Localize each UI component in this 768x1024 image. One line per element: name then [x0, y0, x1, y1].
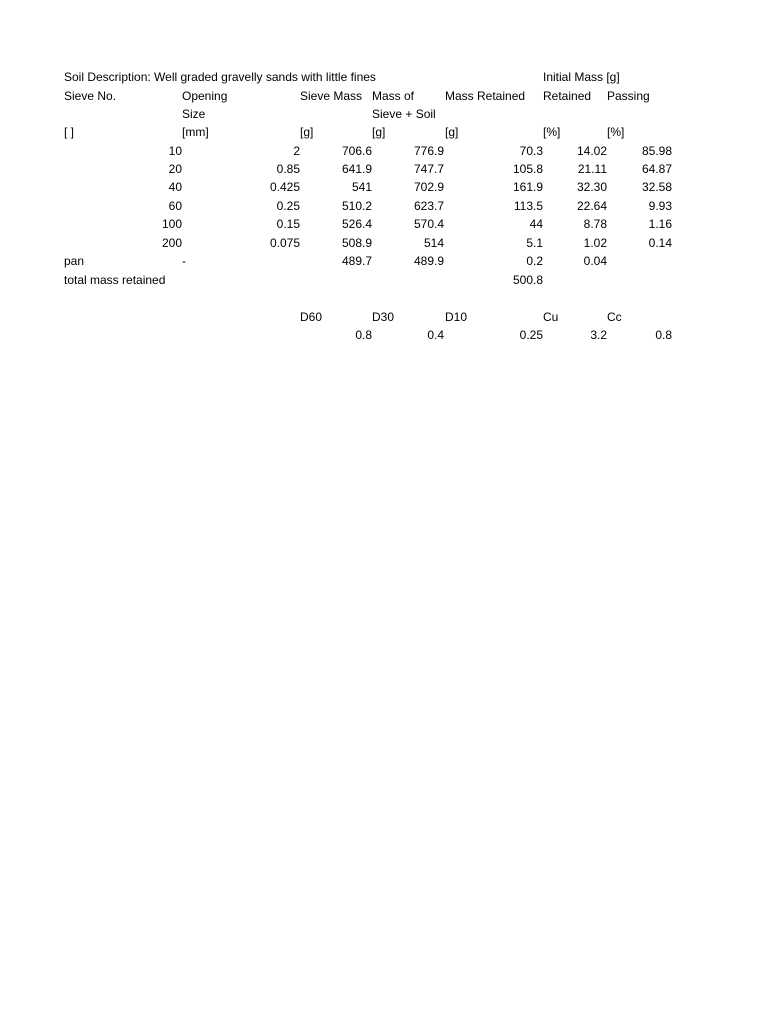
- unit-sieve-no[interactable]: [ ]: [64, 125, 75, 139]
- col-header-retained[interactable]: Retained: [543, 89, 592, 103]
- total-mass-retained-value[interactable]: 500.8: [512, 273, 543, 287]
- table-cell-opening[interactable]: 2: [293, 144, 300, 158]
- table-cell-sieve[interactable]: 20: [168, 162, 182, 176]
- table-cell-opening[interactable]: 0.15: [276, 217, 300, 231]
- pan-retained-g[interactable]: 0.2: [526, 254, 543, 268]
- table-cell-sieve[interactable]: 100: [161, 217, 182, 231]
- d10-value[interactable]: 0.25: [519, 328, 543, 342]
- table-cell-passing-pct[interactable]: 9.93: [648, 199, 672, 213]
- table-cell-retained-g[interactable]: 70.3: [519, 144, 543, 158]
- d60-value[interactable]: 0.8: [355, 328, 372, 342]
- initial-mass-label[interactable]: Initial Mass [g]: [543, 70, 620, 84]
- table-cell-passing-pct[interactable]: 85.98: [641, 144, 672, 158]
- total-mass-retained-label[interactable]: total mass retained: [64, 273, 166, 287]
- table-cell-sieve-mass[interactable]: 541: [351, 180, 372, 194]
- cc-value[interactable]: 0.8: [655, 328, 672, 342]
- table-cell-retained-pct[interactable]: 21.11: [577, 162, 607, 176]
- table-cell-retained-pct[interactable]: 8.78: [583, 217, 607, 231]
- col-header-sieve-soil[interactable]: Sieve + Soil: [372, 107, 436, 121]
- col-header-passing[interactable]: Passing: [607, 89, 650, 103]
- table-cell-opening[interactable]: 0.25: [276, 199, 300, 213]
- soil-description[interactable]: Soil Description: Well graded gravelly sands with little fines: [64, 70, 376, 84]
- table-cell-retained-pct[interactable]: 1.02: [583, 236, 607, 250]
- unit-retained[interactable]: [%]: [543, 125, 561, 139]
- table-cell-sieve-soil[interactable]: 776.9: [413, 144, 444, 158]
- pan-sieve-soil[interactable]: 489.9: [413, 254, 444, 268]
- table-cell-retained-g[interactable]: 105.8: [512, 162, 543, 176]
- table-cell-sieve[interactable]: 60: [168, 199, 182, 213]
- pan-label[interactable]: pan: [64, 254, 85, 268]
- cu-value[interactable]: 3.2: [590, 328, 607, 342]
- table-cell-retained-g[interactable]: 5.1: [526, 236, 543, 250]
- pan-retained-pct[interactable]: 0.04: [583, 254, 607, 268]
- table-cell-sieve-mass[interactable]: 508.9: [341, 236, 372, 250]
- table-cell-passing-pct[interactable]: 1.16: [648, 217, 672, 231]
- col-header-sieve-no[interactable]: Sieve No.: [64, 89, 117, 103]
- table-cell-sieve[interactable]: 10: [168, 144, 182, 158]
- table-cell-opening[interactable]: 0.425: [269, 180, 300, 194]
- table-cell-sieve-mass[interactable]: 526.4: [341, 217, 372, 231]
- table-cell-passing-pct[interactable]: 64.87: [641, 162, 672, 176]
- table-cell-passing-pct[interactable]: 0.14: [648, 236, 672, 250]
- table-cell-retained-g[interactable]: 113.5: [513, 199, 543, 213]
- col-header-mass-of[interactable]: Mass of: [372, 89, 415, 103]
- table-cell-retained-pct[interactable]: 14.02: [576, 144, 607, 158]
- col-header-sieve-mass[interactable]: Sieve Mass: [300, 89, 363, 103]
- d10-label[interactable]: D10: [445, 310, 468, 324]
- col-header-opening[interactable]: Opening: [182, 89, 228, 103]
- table-cell-retained-g[interactable]: 44: [529, 217, 543, 231]
- col-header-mass-retained[interactable]: Mass Retained: [445, 89, 526, 103]
- d60-label[interactable]: D60: [300, 310, 323, 324]
- table-cell-sieve-soil[interactable]: 623.7: [413, 199, 444, 213]
- table-cell-sieve[interactable]: 40: [168, 180, 182, 194]
- table-cell-sieve-mass[interactable]: 510.2: [341, 199, 372, 213]
- table-cell-sieve[interactable]: 200: [161, 236, 182, 250]
- table-cell-retained-pct[interactable]: 22.64: [576, 199, 607, 213]
- unit-passing[interactable]: [%]: [607, 125, 625, 139]
- table-cell-sieve-soil[interactable]: 514: [423, 236, 444, 250]
- d30-label[interactable]: D30: [372, 310, 395, 324]
- table-cell-opening[interactable]: 0.85: [276, 162, 300, 176]
- table-cell-passing-pct[interactable]: 32.58: [641, 180, 672, 194]
- unit-sieve-mass[interactable]: [g]: [300, 125, 314, 139]
- table-cell-retained-g[interactable]: 161.9: [512, 180, 543, 194]
- table-cell-sieve-mass[interactable]: 706.6: [341, 144, 372, 158]
- d30-value[interactable]: 0.4: [427, 328, 444, 342]
- table-cell-sieve-soil[interactable]: 702.9: [413, 180, 444, 194]
- pan-opening[interactable]: -: [182, 254, 186, 268]
- unit-mass-of[interactable]: [g]: [372, 125, 386, 139]
- pan-sieve-mass[interactable]: 489.7: [341, 254, 372, 268]
- col-header-opening-size[interactable]: Size: [182, 107, 206, 121]
- table-cell-opening[interactable]: 0.075: [269, 236, 300, 250]
- cu-label[interactable]: Cu: [543, 310, 559, 324]
- unit-opening[interactable]: [mm]: [182, 125, 209, 139]
- table-cell-sieve-soil[interactable]: 747.7: [413, 162, 444, 176]
- table-cell-sieve-mass[interactable]: 641.9: [341, 162, 372, 176]
- table-cell-retained-pct[interactable]: 32.30: [576, 180, 607, 194]
- cc-label[interactable]: Cc: [607, 310, 622, 324]
- unit-mass-retained[interactable]: [g]: [445, 125, 459, 139]
- table-cell-sieve-soil[interactable]: 570.4: [413, 217, 444, 231]
